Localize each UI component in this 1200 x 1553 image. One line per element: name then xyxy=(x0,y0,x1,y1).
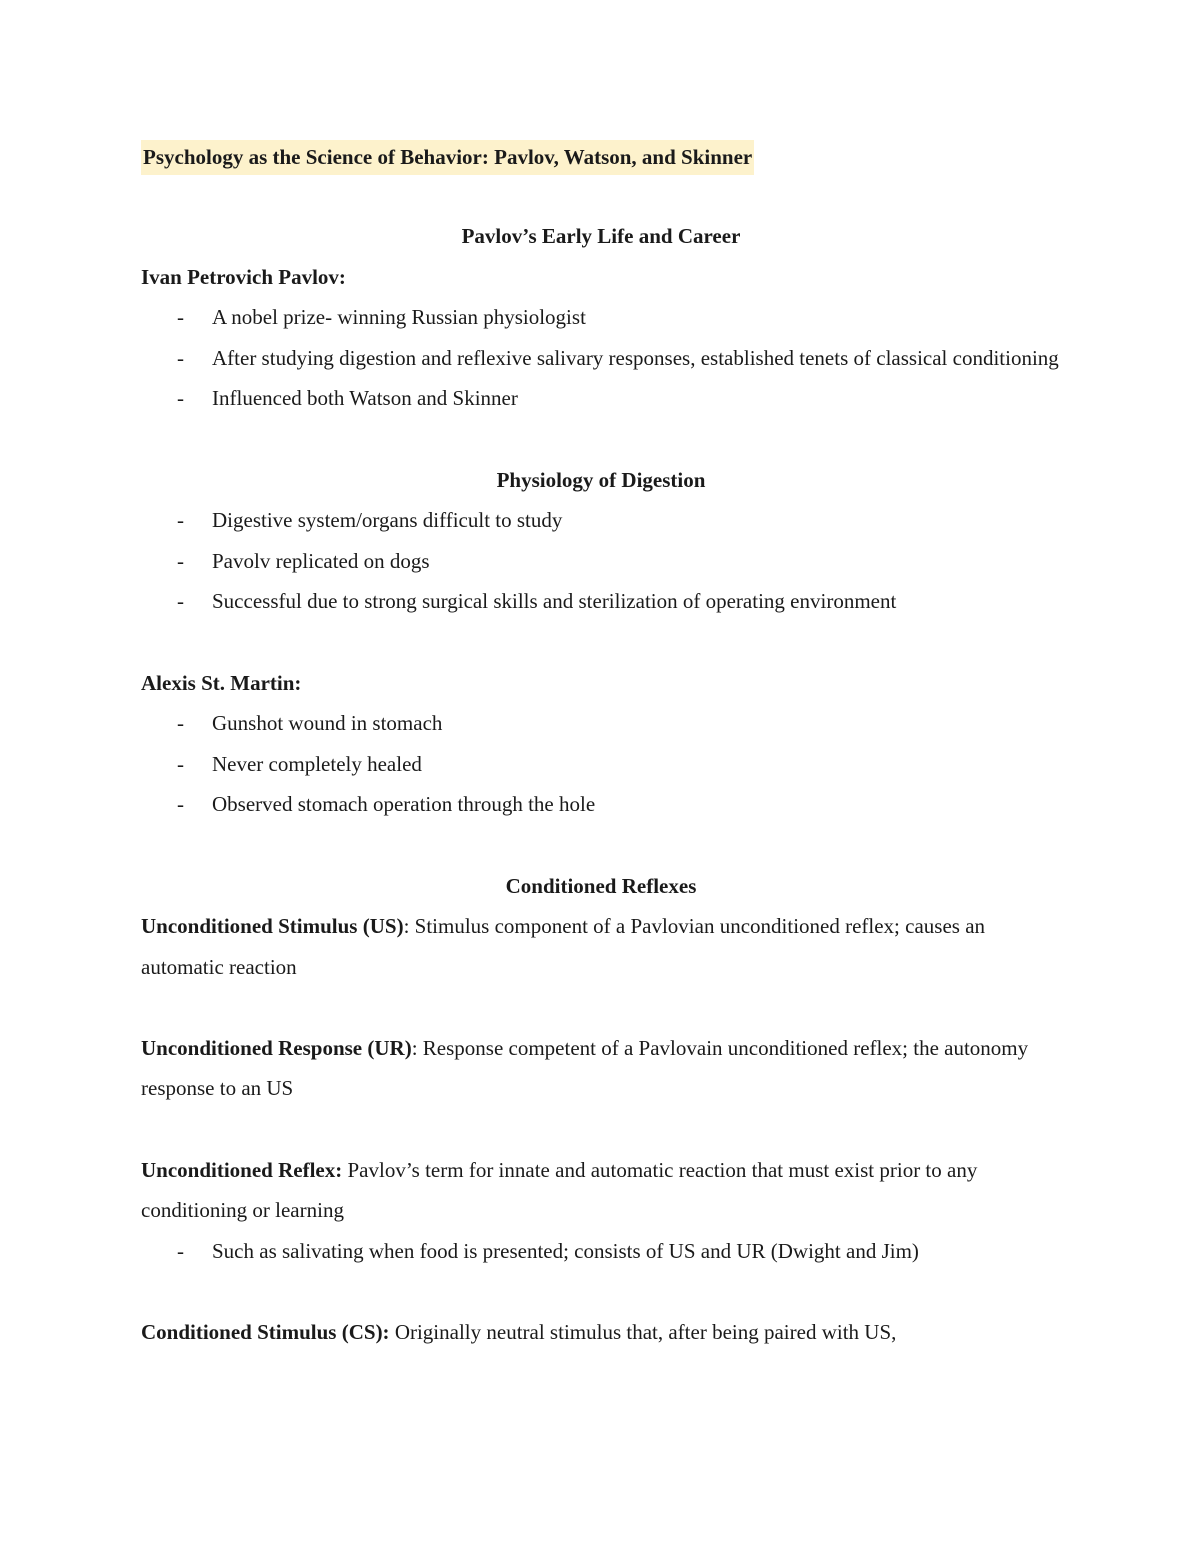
section-heading-early-life: Pavlov’s Early Life and Career xyxy=(461,224,741,248)
dash-marker: - xyxy=(177,792,184,817)
section-heading-digestion: Physiology of Digestion xyxy=(496,467,706,492)
spacer xyxy=(141,622,1061,663)
dash-marker: - xyxy=(177,751,184,776)
dash-marker: - xyxy=(177,508,184,533)
definition-term: Unconditioned Response (UR) xyxy=(141,1035,412,1060)
dash-marker: - xyxy=(177,305,184,330)
dash-marker: - xyxy=(177,548,184,573)
early-life-bullet-list xyxy=(141,297,1061,419)
list-item xyxy=(141,378,1061,419)
bullet-text: Influenced both Watson and Skinner xyxy=(212,386,518,411)
definition-unconditioned-response xyxy=(141,1028,1061,1109)
spacer xyxy=(141,419,1061,460)
list-item xyxy=(141,500,1061,541)
unconditioned-reflex-bullet-list xyxy=(141,1231,1061,1272)
list-item xyxy=(141,297,1061,338)
list-item xyxy=(141,338,1061,379)
bullet-text: After studying digestion and reflexive salivary responses, established tenets of classical conditioning xyxy=(212,345,1059,370)
spacer xyxy=(141,1109,1061,1150)
bullet-text: Digestive system/organs difficult to study xyxy=(212,508,563,533)
definition-text: : Response competent of a Pavlovain unconditioned reflex; the autonomy response to an US xyxy=(141,1035,1029,1101)
dash-marker: - xyxy=(177,345,184,370)
dash-marker: - xyxy=(177,1238,184,1263)
st-martin-bullet-list xyxy=(141,703,1061,825)
section-heading-conditioned-reflexes: Conditioned Reflexes xyxy=(505,873,697,898)
definition-term: Unconditioned Stimulus (US) xyxy=(141,914,404,939)
bullet-text: Successful due to strong surgical skills and sterilization of operating environment xyxy=(212,589,897,614)
definition-text: Pavlov’s term for innate and automatic reaction that must exist prior to any conditioning or learning xyxy=(141,1157,978,1223)
label-alexis-st-martin: Alexis St. Martin: xyxy=(141,670,302,695)
dash-marker: - xyxy=(177,589,184,614)
bullet-text: Such as salivating when food is presented; consists of US and UR (Dwight and Jim) xyxy=(212,1238,919,1263)
document-body xyxy=(141,216,1061,1353)
dash-marker: - xyxy=(177,711,184,736)
definition-unconditioned-reflex xyxy=(141,1150,1061,1231)
label-ivan-pavlov: Ivan Petrovich Pavlov: xyxy=(141,264,346,289)
definition-text: Originally neutral stimulus that, after being paired with US, xyxy=(389,1320,897,1345)
definition-text: : Stimulus component of a Pavlovian unconditioned reflex; causes an automatic reaction xyxy=(141,914,986,979)
definition-unconditioned-stimulus xyxy=(141,906,1061,987)
list-item xyxy=(141,784,1061,825)
bullet-text: A nobel prize- winning Russian physiologist xyxy=(212,305,586,330)
definition-conditioned-stimulus xyxy=(141,1312,1061,1353)
digestion-bullet-list xyxy=(141,500,1061,622)
bullet-text: Never completely healed xyxy=(212,751,422,776)
list-item xyxy=(141,541,1061,582)
bullet-text: Gunshot wound in stomach xyxy=(212,711,443,736)
bullet-text: Pavolv replicated on dogs xyxy=(212,548,430,573)
definition-term: Unconditioned Reflex: xyxy=(141,1157,343,1182)
list-item xyxy=(141,1231,1061,1272)
list-item xyxy=(141,744,1061,785)
spacer xyxy=(141,987,1061,1028)
spacer xyxy=(141,825,1061,866)
definition-term: Conditioned Stimulus (CS): xyxy=(141,1320,390,1345)
spacer xyxy=(141,1271,1061,1312)
list-item xyxy=(141,703,1061,744)
bullet-text: Observed stomach operation through the hole xyxy=(212,792,596,817)
document-title: Psychology as the Science of Behavior: Pavlov, Watson, and Skinner xyxy=(141,140,754,175)
list-item xyxy=(141,581,1061,622)
dash-marker: - xyxy=(177,386,184,411)
